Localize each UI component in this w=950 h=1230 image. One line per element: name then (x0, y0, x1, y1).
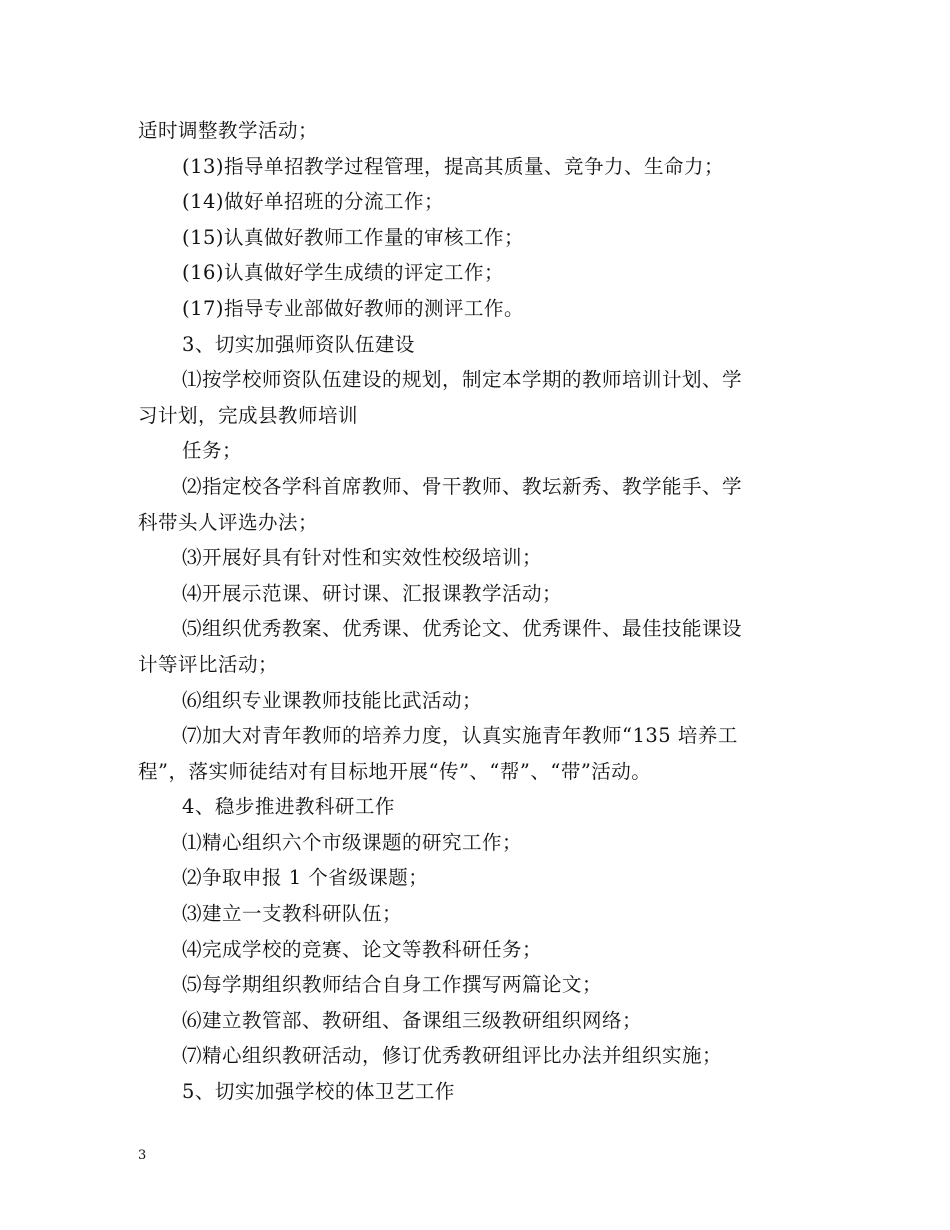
section-heading: 3、切实加强师资队伍建设 (182, 332, 415, 356)
text-line: 计等评比活动； (138, 652, 279, 676)
text-line: (13)指导单招教学过程管理，提高其质量、竞争力、生命力； (182, 154, 725, 178)
text-line: 适时调整教学活动； (138, 119, 319, 142)
text-line: (14)做好单招班的分流工作； (182, 190, 445, 214)
text-line: ⑸组织优秀教案、优秀课、优秀论文、优秀课件、最佳技能课设 (182, 617, 743, 641)
page-number: 3 (138, 1148, 147, 1163)
text-line: ⑴精心组织六个市级课题的研究工作； (182, 830, 523, 854)
text-line: 习计划，完成县教师培训 (138, 403, 359, 427)
text-line: ⑵争取申报 1 个省级课题； (182, 866, 429, 890)
text-line: ⑵指定校各学科首席教师、骨干教师、教坛新秀、教学能手、学 (182, 474, 743, 498)
text-line: ⑷完成学校的竞赛、论文等教科研任务； (182, 937, 543, 961)
text-line: ⑴按学校师资队伍建设的规划，制定本学期的教师培训计划、学 (182, 368, 743, 392)
text-line: ⑶建立一支教科研队伍； (182, 902, 403, 926)
text-line: (17)指导专业部做好教师的测评工作。 (182, 296, 525, 320)
text-line: (16)认真做好学生成绩的评定工作； (182, 261, 505, 285)
section-heading: 5、切实加强学校的体卫艺工作 (182, 1080, 455, 1104)
text-line: ⑹组织专业课教师技能比武活动； (182, 688, 483, 712)
document-body (138, 113, 814, 1110)
text-line: ⑶开展好具有针对性和实效性校级培训； (182, 546, 543, 570)
text-line: ⑷开展示范课、研讨课、汇报课教学活动； (182, 581, 563, 605)
text-line: ⑺加大对青年教师的培养力度，认真实施青年教师“135 培养工 (182, 724, 738, 748)
text-line: ⑹建立教管部、教研组、备课组三级教研组织网络； (182, 1008, 643, 1032)
text-line: 科带头人评选办法； (138, 510, 319, 534)
section-heading: 4、稳步推进教科研工作 (182, 795, 395, 819)
text-line: ⑺精心组织教研活动，修订优秀教研组评比办法并组织实施； (182, 1044, 723, 1068)
text-line: 任务； (182, 439, 243, 463)
text-line: ⑸每学期组织教师结合自身工作撰写两篇论文； (182, 973, 603, 997)
text-line: 程”，落实师徒结对有目标地开展“传”、“帮”、“带”活动。 (138, 759, 652, 783)
text-line: (15)认真做好教师工作量的审核工作； (182, 225, 525, 249)
